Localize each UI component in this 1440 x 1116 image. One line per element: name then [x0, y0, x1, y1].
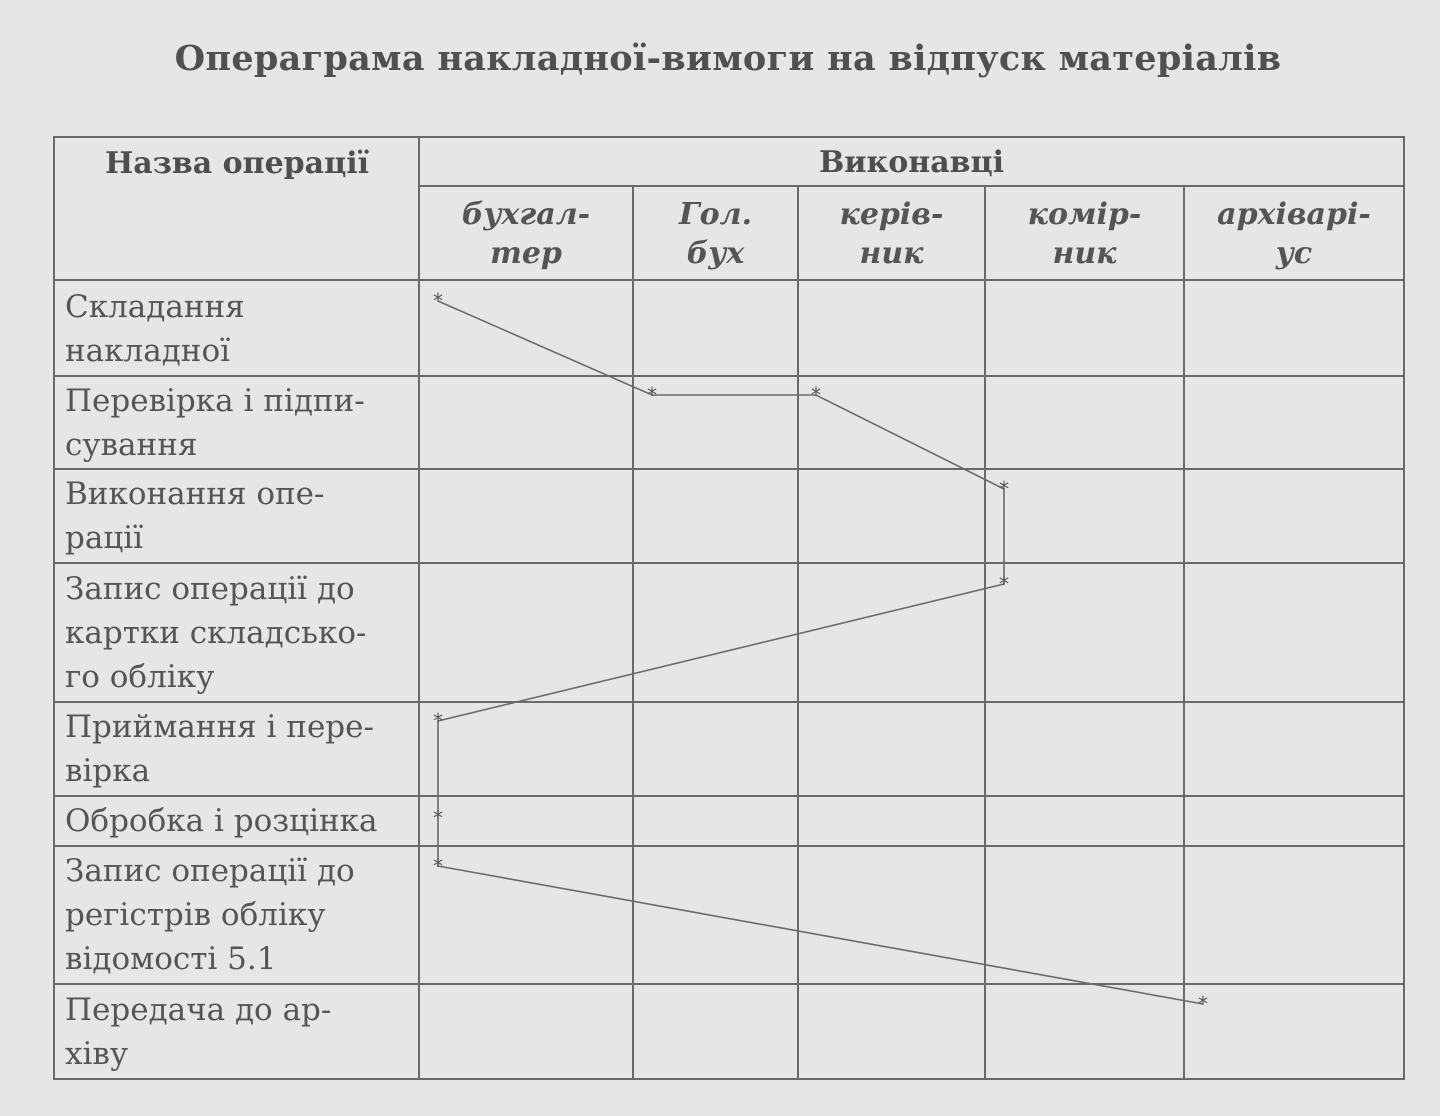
performer-header-archivist: архіварі- ус [1217, 197, 1371, 271]
performer-header-chief-accountant: Гол. бух [678, 197, 753, 271]
flow-step-marker: * [999, 477, 1009, 501]
header-performers: Виконавці [818, 144, 1005, 180]
performer-header-storekeeper: комір- ник [1027, 197, 1142, 271]
header-operation: Назва операції [104, 145, 370, 181]
process-flow-path [53, 136, 1405, 1081]
operation-row-label: Приймання і пере- вірка [65, 709, 374, 789]
flow-step-marker: * [433, 854, 443, 878]
flow-step-marker: * [433, 806, 443, 830]
operation-row-label: Запис операції до регістрів обліку відомості 5.1 [65, 853, 355, 977]
operation-row-label: Запис операції до картки складсько- го обліку [65, 570, 367, 695]
flow-step-marker: * [811, 383, 821, 407]
operogram-table [53, 136, 1405, 1081]
flow-step-marker: * [433, 709, 443, 733]
page-title: Операграма накладної-вимоги на відпуск матеріалів [174, 38, 1282, 79]
flow-step-marker: * [647, 383, 657, 407]
operation-row-label: Перевірка і підпи- сування [65, 382, 365, 463]
operation-row-label: Виконання опе- рації [65, 476, 325, 556]
operation-row-label: Обробка і розцінка [65, 803, 378, 839]
flow-step-marker: * [1198, 992, 1208, 1016]
flow-step-marker: * [433, 289, 443, 313]
operation-row-label: Передача до ар- хіву [65, 991, 332, 1072]
performer-header-accountant: бухгал- тер [461, 197, 591, 271]
flow-step-marker: * [999, 572, 1009, 596]
operation-row-label: Складання накладної [65, 289, 245, 369]
performer-header-manager: керів- ник [839, 197, 944, 271]
